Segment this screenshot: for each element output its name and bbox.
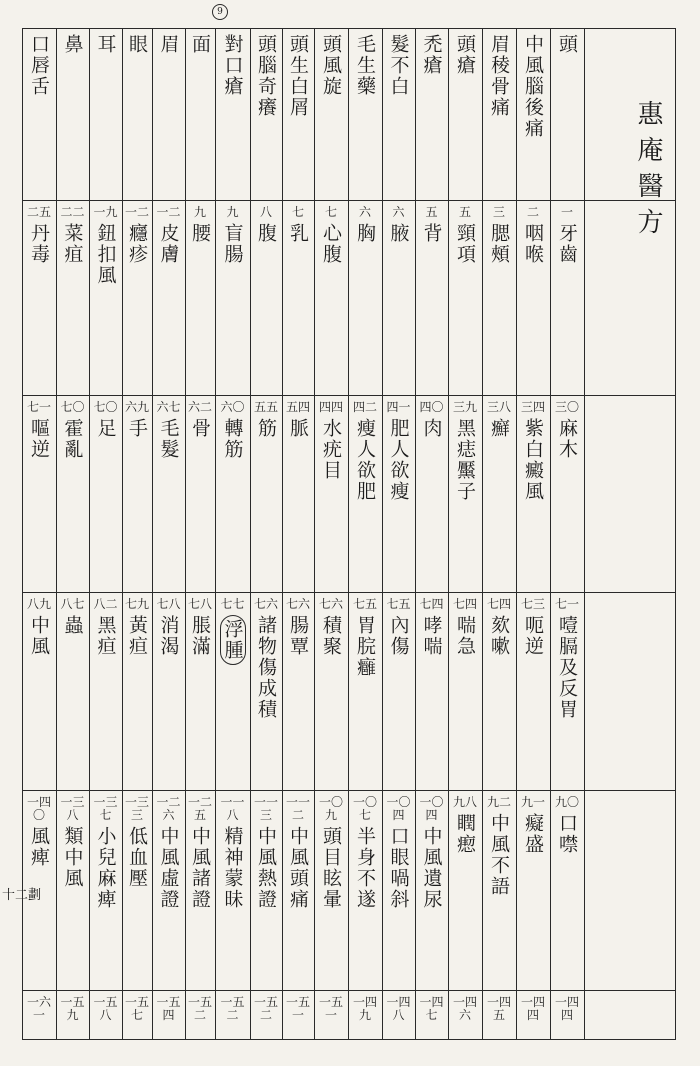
index-entry [348,592,382,790]
entry-label: 口噤 [556,813,578,855]
page-number: 六二 [187,400,212,414]
page-number: 一〇四 [386,795,411,822]
entry-label: 瘦人欲肥 [354,418,376,502]
entry-label: 皮膚 [157,223,180,265]
page-number: 七九 [124,597,149,611]
index-entry [215,592,250,790]
index-entry [282,790,314,990]
entry-label: 胸 [354,223,376,244]
entry-label: 黑疸 [94,615,117,657]
entry-label: 毛髮 [157,418,180,460]
page-number: 一四八 [386,995,411,1022]
page-number: 二二 [60,205,85,219]
column-divider [415,28,416,1040]
entry-label: 乳 [287,223,309,244]
index-entry [550,395,584,592]
page-number: 一一三 [253,795,278,822]
index-entry [482,592,516,790]
page-number: 一四四 [554,995,579,1022]
index-entry [415,395,448,592]
index-entry [348,790,382,990]
entry-label: 頭腦奇癢 [255,34,277,118]
index-entry [550,790,584,990]
page-number: 一五四 [156,995,181,1022]
entry-label: 水疣目 [320,418,342,481]
index-entry [122,28,152,200]
entry-label: 呃逆 [522,615,544,657]
index-entry [89,790,122,990]
index-entry [516,592,550,790]
page-number: 六〇 [220,400,245,414]
entry-label: 眼 [126,34,148,55]
entry-label: 中風遺尿 [420,826,443,910]
entry-label: 消渴 [157,615,180,657]
page-number: 一三八 [60,795,85,822]
entry-label: 諸物傷成積 [255,615,277,720]
entry-label: 癬 [488,418,510,439]
index-entry [314,28,348,200]
entry-label: 腰 [189,223,211,244]
index-entry [550,592,584,790]
page-number: 七五 [386,597,411,611]
page-number: 八九 [26,597,51,611]
entry-label: 中風腦後痛 [522,34,544,139]
entry-label: 癡盛 [522,813,544,855]
page-number: 一二六 [156,795,181,822]
entry-label: 頭生白屑 [287,34,309,118]
entry-label: 心腹 [320,223,342,265]
index-entry [282,28,314,200]
entry-label: 中風諸證 [189,826,211,910]
page-number: 八七 [60,597,85,611]
index-entry [550,990,584,1040]
entry-label: 眉稜骨痛 [488,34,510,118]
index-entry [382,395,415,592]
entry-label: 頭風旋 [320,34,342,97]
index-entry [56,395,89,592]
page-number: 一四七 [419,995,444,1022]
page-number: 一四〇 [26,795,51,822]
index-entry [482,28,516,200]
page-number: 七 [291,205,304,219]
page-number: 一四四 [520,995,545,1022]
page-number: 三 [492,205,505,219]
entry-label: 足 [94,418,117,439]
index-entry [482,790,516,990]
page-number: 八 [259,205,272,219]
index-entry [382,28,415,200]
page-number: 一四五 [486,995,511,1022]
page-number: 六七 [156,400,181,414]
column-divider [348,28,349,1040]
entry-label: 丹毒 [28,223,50,265]
index-entry [282,592,314,790]
entry-label: 小兒麻痺 [94,826,117,910]
entry-label: 中風 [28,615,50,657]
page-number: 一五八 [93,995,118,1022]
index-entry [348,200,382,395]
index-entry [516,790,550,990]
index-entry [122,990,152,1040]
index-entry [250,200,282,395]
page-number: 九 [226,205,239,219]
index-entry [482,200,516,395]
index-entry [314,395,348,592]
entry-label: 鈕扣風 [94,223,117,286]
index-entry [448,592,482,790]
page-number: 一四九 [352,995,377,1022]
page-number: 五四 [285,400,310,414]
index-entry [56,790,89,990]
entry-label: 中風不語 [488,813,510,897]
index-entry [89,990,122,1040]
page-number: 九 [193,205,206,219]
page-number: 一三三 [124,795,149,822]
index-entry [250,592,282,790]
index-entry [22,990,56,1040]
index-entry [89,592,122,790]
index-entry [152,990,185,1040]
index-entry [282,990,314,1040]
entry-label: 髮不白 [387,34,410,97]
entry-label: 內傷 [387,615,410,657]
entry-label: 手 [126,418,148,439]
index-entry [185,200,215,395]
column-divider [516,28,517,1040]
index-entry [584,200,676,395]
index-entry [152,28,185,200]
page-number: 一六一 [26,995,51,1022]
page-number: 七六 [285,597,310,611]
index-entry [22,790,56,990]
page-number: 七六 [253,597,278,611]
row-divider [22,395,676,396]
index-entry [314,790,348,990]
entry-label: 腹 [255,223,277,244]
page-number: 七一 [26,400,51,414]
row-divider [22,592,676,593]
index-entry [348,395,382,592]
page-number: 四四 [318,400,343,414]
page-number: 一五二 [220,995,245,1022]
entry-label: 霍亂 [61,418,84,460]
entry-label: 面 [189,34,211,55]
entry-label: 癮疹 [126,223,148,265]
entry-label: 腋 [387,223,410,244]
page-number: 四〇 [419,400,444,414]
index-entry [22,592,56,790]
column-divider [250,28,251,1040]
page-number: 一一二 [285,795,310,822]
page-number: 九〇 [554,795,579,809]
entry-label: 筋 [255,418,277,439]
index-entry [22,28,56,200]
column-divider [152,28,153,1040]
entry-label: 口眼喎斜 [387,826,410,910]
page-number: 二 [526,205,539,219]
index-entry [56,990,89,1040]
index-entry [250,790,282,990]
entry-label: 中風熱證 [255,826,277,910]
entry-label: 噎膈及反胃 [556,615,578,720]
entry-label: 精神蒙昧 [221,826,244,910]
page-number: 一 [560,205,573,219]
entry-label: 對口瘡 [221,34,244,97]
index-entry [415,990,448,1040]
index-entry [250,395,282,592]
entry-label: 浮腫 [220,615,246,665]
index-entry [282,395,314,592]
entry-label: 嘔逆 [28,418,50,460]
page-number: 七七 [220,597,245,611]
index-entry [250,990,282,1040]
entry-label: 背 [420,223,443,244]
index-entry [185,592,215,790]
index-entry [516,28,550,200]
index-entry [215,990,250,1040]
index-entry [89,200,122,395]
index-entry [215,200,250,395]
index-entry [382,790,415,990]
page-number: 六九 [124,400,149,414]
index-entry [215,28,250,200]
index-entry [415,28,448,200]
index-entry [382,990,415,1040]
index-entry [185,395,215,592]
index-entry [152,395,185,592]
page-number: 七八 [156,597,181,611]
page-number: 七 [324,205,337,219]
index-entry [448,990,482,1040]
entry-label: 胃脘癰 [354,615,376,678]
page-number: 七四 [486,597,511,611]
page-number: 三〇 [554,400,579,414]
column-divider [56,28,57,1040]
column-divider [550,28,551,1040]
entry-label: 紫白癜風 [522,418,544,502]
index-entry [314,990,348,1040]
page-number: 一五一 [318,995,343,1022]
page-number: 七四 [419,597,444,611]
page-number: 一二五 [187,795,212,822]
page-number: 一三七 [93,795,118,822]
index-entry [185,990,215,1040]
page-number: 五 [425,205,438,219]
index-entry [250,28,282,200]
page-number: 七三 [520,597,545,611]
index-entry [152,592,185,790]
index-entry [22,200,56,395]
index-entry [448,395,482,592]
page-number: 一二 [156,205,181,219]
page-number: 九二 [486,795,511,809]
column-divider [382,28,383,1040]
entry-label: 頭瘡 [454,34,476,76]
entry-label: 半身不遂 [354,826,376,910]
page-number: 一五一 [285,995,310,1022]
document-title: 惠庵醫方 [633,100,663,244]
index-entry [415,592,448,790]
page-number: 一〇九 [318,795,343,822]
page-number: 一五二 [253,995,278,1022]
page-number: 一四六 [452,995,477,1022]
column-divider [482,28,483,1040]
index-entry [415,790,448,990]
entry-label: 風痺 [28,826,50,868]
entry-label: 牙齒 [556,223,578,265]
page-number: 七〇 [93,400,118,414]
row-divider [22,790,676,791]
column-divider [282,28,283,1040]
column-divider [215,28,216,1040]
index-entry [314,200,348,395]
column-divider [584,28,585,1040]
page-number: 一九 [93,205,118,219]
index-entry [448,28,482,200]
row-divider [22,990,676,991]
entry-label: 低血壓 [126,826,148,889]
index-entry [122,790,152,990]
entry-label: 麻木 [556,418,578,460]
index-entry [185,28,215,200]
entry-label: 咽喉 [522,223,544,265]
index-entry [516,990,550,1040]
page-number: 九一 [520,795,545,809]
index-entry [382,200,415,395]
entry-label: 欬嗽 [488,615,510,657]
page-number: 一〇七 [352,795,377,822]
entry-label: 禿瘡 [420,34,443,76]
entry-label: 蟲 [61,615,84,636]
index-entry [516,200,550,395]
entry-label: 喘急 [454,615,476,657]
index-entry [382,592,415,790]
index-entry [56,200,89,395]
page-number: 一五七 [124,995,149,1022]
entry-label: 腸覃 [287,615,309,657]
page-number: 九八 [452,795,477,809]
entry-label: 骨 [189,418,211,439]
column-divider [185,28,186,1040]
entry-label: 盲腸 [221,223,244,265]
index-entry [282,200,314,395]
entry-label: 眉 [157,34,180,55]
page-number: 七一 [554,597,579,611]
index-entry [314,592,348,790]
page-number: 四一 [386,400,411,414]
page-number: 七〇 [60,400,85,414]
index-entry [348,28,382,200]
page-number: 一一八 [220,795,245,822]
column-divider [89,28,90,1040]
column-divider [448,28,449,1040]
column-divider [122,28,123,1040]
page-number: 三九 [452,400,477,414]
entry-label: 轉筋 [221,418,244,460]
entry-label: 中風頭痛 [287,826,309,910]
index-entry [56,28,89,200]
entry-label: 脹滿 [189,615,211,657]
index-entry [448,790,482,990]
page-number: 六 [358,205,371,219]
index-entry [516,395,550,592]
page-number: 七八 [187,597,212,611]
index-entry [348,990,382,1040]
column-divider [314,28,315,1040]
entry-label: 頭 [556,34,578,55]
index-entry [215,395,250,592]
index-entry [122,200,152,395]
page-number: 七六 [318,597,343,611]
page-number: 一五九 [60,995,85,1022]
entry-label: 耳 [94,34,117,55]
entry-label: 頭目眩暈 [320,826,342,910]
index-entry [550,28,584,200]
page-mark: 9 [212,4,228,20]
entry-label: 哮喘 [420,615,443,657]
index-entry [152,200,185,395]
entry-label: 肥人欲瘦 [387,418,410,502]
entry-label: 鼻 [61,34,84,55]
page-number: 四二 [352,400,377,414]
page-number: 一二 [124,205,149,219]
index-entry [22,395,56,592]
index-entry [122,395,152,592]
page-number: 八二 [93,597,118,611]
page-number: 六 [392,205,405,219]
index-entry [482,395,516,592]
page-number: 七四 [452,597,477,611]
index-entry [89,395,122,592]
index-entry [482,990,516,1040]
index-entry [122,592,152,790]
index-entry [215,790,250,990]
entry-label: 菜疽 [61,223,84,265]
page-number: 五 [458,205,471,219]
index-entry [415,200,448,395]
entry-label: 脈 [287,418,309,439]
entry-label: 類中風 [61,826,84,889]
index-entry [550,200,584,395]
entry-label: 肉 [420,418,443,439]
page-number: 二五 [26,205,51,219]
page-number: 一〇四 [419,795,444,822]
entry-label: 頸項 [454,223,476,265]
index-entry [152,790,185,990]
entry-label: 黃疸 [126,615,148,657]
entry-label: 口唇舌 [28,34,50,97]
page-number: 三八 [486,400,511,414]
entry-label: 瞤瘛 [454,813,476,855]
side-note: 十二劃 [2,888,42,903]
page-number: 三四 [520,400,545,414]
page-number: 七五 [352,597,377,611]
index-entry [56,592,89,790]
entry-label: 毛生藥 [354,34,376,97]
entry-label: 腮頰 [488,223,510,265]
index-entry [185,790,215,990]
page-number: 一五二 [187,995,212,1022]
entry-label: 中風虛證 [157,826,180,910]
index-entry [89,28,122,200]
entry-label: 積聚 [320,615,342,657]
entry-label: 黑痣黶子 [454,418,476,502]
page-number: 五五 [253,400,278,414]
index-entry [448,200,482,395]
row-divider [22,200,676,201]
